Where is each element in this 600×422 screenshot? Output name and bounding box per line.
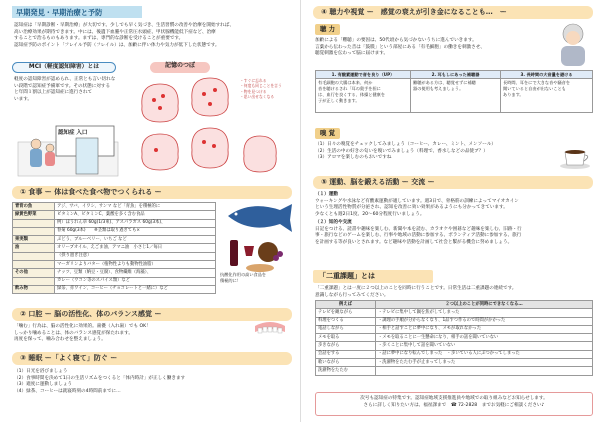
exercise-subheading: （１）運動 — [315, 192, 338, 197]
exercise-title: ⑤ 運動、脳を鍛える活動 ー 交流 ー — [313, 176, 593, 189]
memory-note: ・すぐに忘れる — [240, 78, 267, 83]
oral-title: ② 口腔 ー 脳の活性化、体のバランス感覚 ー — [12, 308, 292, 321]
diet-foods: アジ、サバ、イワシ、サンマ など「青魚」を積極的に — [55, 203, 216, 211]
diet-category: 飲み物 — [13, 285, 55, 293]
footer-box — [315, 392, 593, 416]
memory-notes — [240, 78, 282, 100]
sleep-item: （1）日光を浴びましょう — [14, 369, 68, 374]
diet-foods: ビタミンA、ビタミンC、葉酸を多く含む食品 — [55, 211, 216, 219]
diet-category: 青背の魚 — [13, 203, 55, 211]
oral-text — [14, 324, 254, 344]
diet-row — [13, 211, 216, 219]
diet-foods: 緑茶、赤ワイン、コーヒー（チョコレートと一緒に）など — [55, 285, 216, 293]
exercise-line: 事・旅行などのゲームを楽しむ、行事や地域の活動に参加する、ボランティア活動に参加する、旅行 — [315, 233, 522, 239]
wine-glass-icon — [244, 246, 254, 256]
dual-task-header: ２つ以上のことが同時にできなくなる… — [376, 301, 593, 309]
memory-pot-icon — [142, 84, 178, 122]
diet-category: 油 — [13, 244, 55, 252]
hearing-line: 言葉から伝わった音は「鼓膜」という部屋にある「有毛細胞」の働きを刺激させ、 — [315, 44, 485, 50]
smell-item: （3）アロマを楽しむのもおいですね — [315, 155, 392, 161]
exercise-subheading: （２）知的や交流 — [315, 220, 352, 226]
coffee-cup-icon — [559, 144, 593, 170]
sense-title: ④ 聴力や視覚 ー 感覚の衰えが引き金になることも… ー — [313, 6, 593, 19]
footer-line: 次号も認知症の特集です。認知症地域支援推進員や地域での取り組みなどお知らせします。 — [360, 396, 548, 401]
memory-pot-icon — [244, 136, 276, 172]
dual-task-problem: ・相手と話すことに夢中になり、メモが取れなかった — [376, 325, 593, 333]
smell-item: （1）日々の嗅覚をチェックしてみましょう（コーヒー、カレー、ミント、メンソール） — [315, 142, 496, 147]
wine-bottle-icon — [230, 240, 238, 266]
early-line: することで治るものもあります。まずは、専門的な診断を受けることが重要です。 — [14, 36, 184, 42]
early-detection-text — [14, 23, 292, 49]
diet-category: 果実類 — [13, 236, 55, 244]
memory-pot-icon — [142, 134, 178, 170]
diet-row — [13, 227, 216, 235]
dual-task-row — [316, 334, 593, 342]
footer-line: さらに詳しく知りたい方は、福祉課まで ☎ 72-2828 までお気軽にご相談ください♪ — [363, 402, 545, 408]
dual-task-problem: ・メモを取ることに一生懸命になり、相手の話を聞いていない — [376, 334, 593, 342]
smell-item: （2）生活の中の好きの匂いを嗅いでみましょう（料理で、香水しなどの品使ブ？） — [315, 148, 488, 154]
memory-pot-icon — [192, 128, 228, 168]
early-detection-title-bar — [12, 6, 142, 18]
hearing-line: 聴覚刺激を伝わって脳に届けます。 — [315, 51, 389, 57]
dual-task-title: 「二重課題」とは — [313, 270, 433, 283]
hearing-cell: 難聴がある方は、聴覚せずに補聴 器の使用も考えましょう。 — [411, 79, 501, 113]
dual-task-row — [316, 342, 593, 350]
early-detection-title: 早期発見・早期治療と予防 — [16, 8, 103, 17]
diet-caption-line: 積極的に！ — [220, 277, 241, 283]
hearing-cell: 有毛細胞の大腸は本来、何か 音を聴けるされ「耳の奥手を担に は、血行を良くする、体操と健康を 子が正しく動きます。 — [316, 79, 411, 113]
dual-task-row — [316, 317, 593, 325]
hearing-table — [315, 70, 593, 113]
hearing-tag: 聴 力 — [315, 24, 340, 35]
sleep-title: ③ 睡眠 ー「よく寝て」防ぐ ー — [12, 352, 292, 365]
memory-pot-icon — [192, 78, 228, 116]
elderly-woman-icon — [553, 20, 593, 68]
diet-foods: （摂り過ぎ注意） — [55, 252, 216, 260]
dual-task-problem: ・調理の手順が分からなくなり、1品すつ作るので時間がかかった — [376, 317, 593, 325]
mci-line: 軽度の認知障害が認められ、正常とも言い切れな — [14, 77, 116, 82]
diet-category — [13, 219, 55, 227]
dual-task-row — [316, 367, 593, 375]
diet-foods: 例）ほうれん草 60g(1/3束)、アスパラガス 60g(3本)、 — [55, 219, 216, 227]
diet-category: 緑黄色野菜 — [13, 211, 55, 219]
dual-task-example: 会話をする — [316, 350, 376, 358]
exercise-text — [315, 192, 595, 246]
dual-task-example: 洗濯物をたたむ — [316, 367, 376, 375]
hearing-col-header: 2. 耳もしにあった補聴器 — [411, 71, 501, 79]
early-line: 高い治療効果が期待できます。中には、後遺下血腫や正常圧水頭症、甲状腺機能低下症など、治療 — [14, 29, 216, 35]
sleep-list — [14, 369, 284, 395]
exercise-line: を計画する等が良いとされます。など趣味や活動を計画して社会と繋がる機会に努めましょう。 — [315, 239, 513, 245]
dual-task-line: 「二重課題」とは一度に２つ以上のことを同時に行うことです。日常生活は二重課題の連続です。 — [315, 286, 517, 291]
fish-icon — [228, 204, 292, 232]
diet-row — [13, 269, 216, 277]
dual-task-example: 歌いながら — [316, 358, 376, 366]
hearing-col-header: 1. 有酸素運動で音を良り（UP） — [316, 71, 411, 79]
dual-task-text — [315, 286, 595, 299]
diet-row — [13, 236, 216, 244]
dual-task-header: 例えば — [316, 301, 376, 309]
diet-foods: オリーブオイル、えごま油、アマニ油 小さじ1／毎日 — [55, 244, 216, 252]
hearing-text — [315, 38, 545, 58]
diet-category — [13, 227, 55, 235]
smell-tag: 嗅 覚 — [315, 128, 340, 139]
oral-line: しっかり噛めることは、体のバランス感覚が保たれます。 — [14, 330, 133, 336]
diet-category — [13, 260, 55, 268]
dual-task-problem: ・話に夢中になり転んでしまった ・歩いている人にぶつかってしまった — [376, 350, 593, 358]
early-line: 認知症は「早期診断・早期治療」が大切です。少しでも早く気づき、生活習慣の改善や治療を開始すれば、 — [14, 23, 234, 28]
mci-text — [14, 77, 124, 103]
diet-category: その他 — [13, 269, 55, 277]
diet-category — [13, 252, 55, 260]
memory-note: ・物を見つける — [240, 88, 267, 94]
diet-foods: ぶどう、ブルーベリー、いちご など — [55, 236, 216, 244]
exercise-line: 日記をつける、読書や趣味を楽しむ、新聞や本を読む、カラオケや囲碁など趣味を楽しむ、旧跡・行 — [315, 226, 522, 232]
dementia-entrance-illustration — [12, 108, 124, 178]
diet-table — [12, 202, 216, 294]
denture-icon — [252, 320, 288, 342]
diet-foods: ナッツ、豆類（納豆・豆腐）、食物繊維（海藻）、 — [55, 269, 216, 277]
mci-line: います。 — [14, 96, 33, 102]
diet-foods: 春菊 60g(3本) ※茎類は取り過ぎても× — [55, 227, 216, 235]
sleep-item: （4）緑茶、コーヒーは就寝時刻の4時間前までに… — [14, 388, 121, 394]
memory-pot-label: 記憶のつぼ — [150, 62, 210, 73]
diet-title: ① 食事 ー 体は食べた食べ物でつくられる ー — [12, 186, 292, 199]
memory-note: ・何度も同じことを言う — [240, 83, 282, 89]
mci-line: い段階で認知症予備軍です。その状態に対する — [14, 83, 111, 89]
right-page — [300, 0, 600, 422]
diet-row — [13, 244, 216, 252]
hearing-col-header: 3. 長時間の大音量を避ける — [501, 71, 593, 79]
diet-category — [13, 277, 55, 285]
exercise-line: という生理活性物質が分泌され、認知を改善に効い効果があるようにも分かってきています。 — [315, 205, 508, 211]
dual-task-example: 料理をつくる — [316, 317, 376, 325]
sleep-item: （2）食事時間を決めて1日の生活リズムをつくると「体内時計」が正しく働きます — [14, 375, 186, 381]
dual-task-problem: ・テレビに集中して鍋を焦がしてしまった — [376, 309, 593, 317]
diet-row — [13, 219, 216, 227]
diet-row — [13, 203, 216, 211]
dual-task-line: 意識しながら行ってみてください。 — [315, 292, 389, 298]
dual-task-row — [316, 309, 593, 317]
hearing-cell: 長時間、耳をにで大きな音や騒音を 聞いていると自由が出ないことも あります。 — [501, 79, 593, 113]
diet-row — [13, 252, 216, 260]
memory-note: ・思い出せなくなる — [240, 94, 275, 100]
dual-task-problem: ・洗濯物をたたむ手が止まってしまった — [376, 358, 593, 366]
exercise-line: 少なくとも週2日1度、20〜60分程度行いましょう。 — [315, 211, 425, 217]
exercise-line: ウォーキングや水泳など有酸素運動が適しています。週3日で、骨格筋の訓練によってマイオカイン — [315, 198, 519, 204]
sleep-item: （3）適度に運動しましょう — [14, 382, 73, 388]
dual-task-example: 歩きながら — [316, 342, 376, 350]
diet-row — [13, 260, 216, 268]
dual-task-row — [316, 350, 593, 358]
diet-caption — [220, 272, 266, 284]
dual-task-table — [315, 300, 593, 376]
diet-row — [13, 277, 216, 285]
diet-caption-line: 抗酸化作用の高い食品を — [220, 272, 267, 277]
hearing-line: 加齢による「難聴」の要因は、50代頃から気づかないうちに進んでいきます。 — [315, 38, 477, 43]
entrance-sign: 認知症 入口 — [58, 130, 88, 136]
oral-line: 「噛む」行為は、脳の活性化に効果的。歯優（入れ歯）でも OK！ — [14, 324, 151, 329]
early-line: 認知症予防のポイント「フレイル予防（フレイル）は、加齢に伴い体力や気力が低下した状態です。 — [14, 42, 220, 48]
dual-task-example: メモを取る — [316, 334, 376, 342]
dual-task-row — [316, 358, 593, 366]
dual-task-problem: ・歩くことに集中して話を聞いていない — [376, 342, 593, 350]
diet-row — [13, 285, 216, 293]
smell-list — [315, 142, 551, 162]
mci-label: MCI（軽度認知障害）とは — [12, 62, 116, 73]
dual-task-problem — [376, 367, 593, 375]
dual-task-example: テレビを観ながら — [316, 309, 376, 317]
diet-foods: カレー（ウコン等のスパイス類）など — [55, 277, 216, 285]
dual-task-row — [316, 325, 593, 333]
oral-line: 再度を保って、噛み合わせを整えましょう。 — [14, 337, 106, 343]
dual-task-example: 電話しながら — [316, 325, 376, 333]
diet-foods: マーガリンよりバター（植物性よりも動物性油脂） — [55, 260, 216, 268]
mci-line: と年間１割以上が認知症に進行されて — [14, 90, 93, 96]
